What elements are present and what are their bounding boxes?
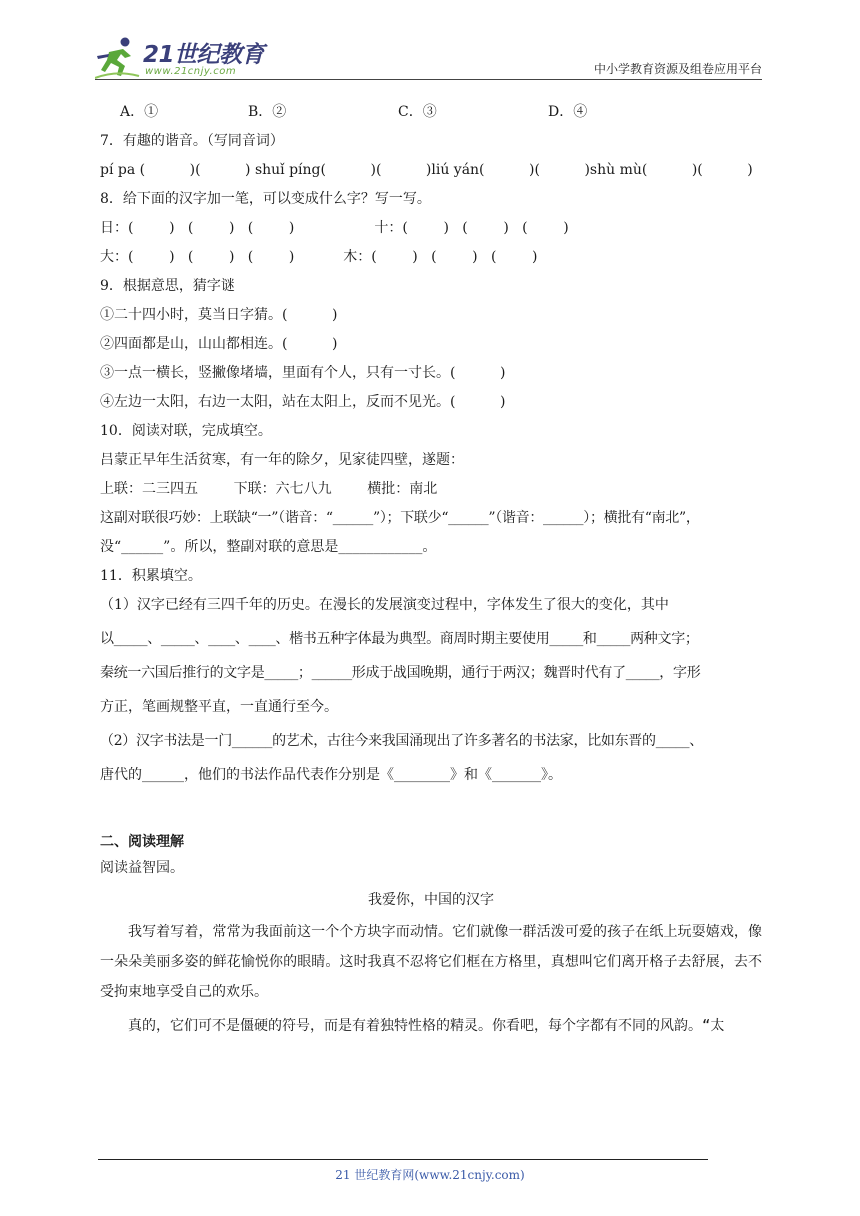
page-header [95, 30, 762, 82]
question-11-part-2-line-2[interactable]: 唐代的______，他们的书法作品代表作分别是《________》和《_______》。 [100, 767, 562, 783]
running-figure-icon [95, 36, 141, 80]
section-heading-reading: 二、阅读理解 [100, 834, 184, 850]
question-10-intro: 吕蒙正早年生活贫寒，有一年的除夕，见家徒四壁，遂题： [100, 452, 464, 468]
couplet: 上联：二三四五 下联：六七八九 横批：南北 [100, 481, 438, 497]
option-a[interactable]: A．① [120, 104, 159, 120]
question-11-part-2-line-1[interactable]: （2）汉字书法是一门______的艺术，古往今来我国涌现出了许多著名的书法家，比如东晋的_____、 [100, 733, 703, 749]
answer-options [100, 98, 762, 127]
option-c[interactable]: C．③ [398, 104, 437, 120]
platform-name: 中小学教育资源及组卷应用平台 [593, 62, 762, 76]
logo-url: www.21cnjy.com [145, 66, 237, 77]
question-7-title: 7．有趣的谐音。（写同音词） [100, 133, 284, 149]
question-9-title: 9．根据意思，猜字谜 [100, 278, 235, 294]
logo-text: 21世纪教育 [143, 42, 265, 68]
question-7-blanks[interactable]: pí pa ( )( ) shuǐ píng( )( )liú yán( )( )shù mù( )( ) [100, 162, 753, 178]
footer-divider [98, 1159, 708, 1160]
question-10-title: 10．阅读对联，完成填空。 [100, 423, 272, 439]
question-11-part-1-line-2[interactable]: 以_____、_____、____、____、楷书五种字体最为典型。商周时期主要使用_____和_____两种文字； [100, 631, 699, 647]
site-logo[interactable] [95, 36, 265, 80]
passage-title: 我爱你，中国的汉字 [368, 892, 494, 908]
question-11-title: 11．积累填空。 [100, 568, 202, 584]
riddle-1[interactable]: ①二十四小时，莫当日字猜。( ) [100, 307, 338, 323]
passage-paragraph: 真的，它们可不是僵硬的符号，而是有着独特性格的精灵。你看吧，每个字都有不同的风韵。“太 [128, 1018, 725, 1034]
question-11-part-1-line-3[interactable]: 秦统一六国后推行的文字是_____；______形成于战国晚期，通行于两汉；魏晋时代有了_____，字形 [100, 665, 701, 681]
passage-paragraph: 我写着写着，常常为我面前这一个个方块字而动情。它们就像一群活泼可爱的孩子在纸上玩耍嬉戏，像一朵朵美丽多姿的鲜花愉悦你的眼睛。这时我真不忍将它们框在方格里，真想叫它们离开格子去舒展，去不受拘束地享受自己的欢乐。 [100, 924, 762, 1000]
question-11-part-1-line-1: （1）汉字已经有三四千年的历史。在漫长的发展演变过程中，字体发生了很大的变化，其中 [100, 597, 669, 613]
header-divider [95, 79, 762, 80]
reading-intro: 阅读益智园。 [100, 860, 184, 876]
document-body [100, 98, 762, 1041]
riddle-2[interactable]: ②四面都是山，山山都相连。( ) [100, 336, 338, 352]
question-8-line-1[interactable]: 日：( ) ( ) ( ) 十：( ) ( ) ( ) [100, 220, 569, 236]
question-8-line-2[interactable]: 大：( ) ( ) ( ) 木：( ) ( ) ( ) [100, 249, 538, 265]
option-d[interactable]: D．④ [548, 104, 588, 120]
question-11-part-1-line-4: 方正，笔画规整平直，一直通行至今。 [100, 699, 338, 715]
question-10-fill-2[interactable]: 没“______”。所以，整副对联的意思是____________。 [100, 539, 437, 555]
page-footer[interactable]: 21 世纪教育网(www.21cnjy.com) [335, 1168, 525, 1182]
question-10-fill-1[interactable]: 这副对联很巧妙：上联缺“一”（谐音：“______”）；下联少“______”（谐音：______）；横批有“南北”， [100, 510, 700, 526]
question-8-title: 8．给下面的汉字加一笔，可以变成什么字？写一写。 [100, 191, 431, 207]
riddle-4[interactable]: ④左边一太阳，右边一太阳，站在太阳上，反而不见光。( ) [100, 394, 506, 410]
riddle-3[interactable]: ③一点一横长，竖撇像堵墙，里面有个人，只有一寸长。( ) [100, 365, 506, 381]
option-b[interactable]: B．② [248, 104, 287, 120]
